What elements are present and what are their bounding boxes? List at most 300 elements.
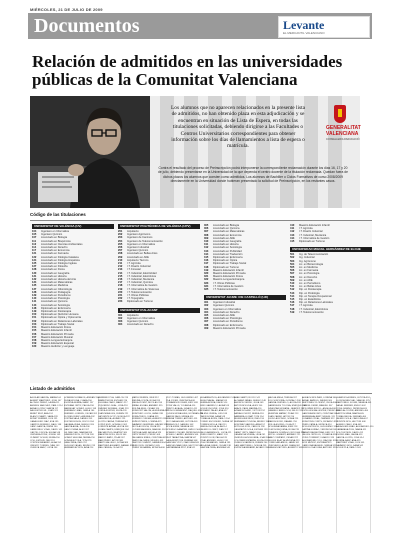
admitted-student-row: MATEU FERRIS, IKER 312: [132, 397, 159, 399]
admitted-student-row: TOMAS BELDA, FERRAN 406: [336, 415, 366, 418]
degree-name: Maestro Educación Primaria: [213, 326, 246, 330]
admitted-student-row: PEREZ SEGARRA, MONICA 406: [132, 447, 165, 450]
degree-name: Licenciado en Pedagogía: [41, 290, 71, 294]
degree-name: I.T. Agrícola: [299, 227, 313, 231]
degree-code: 403: [204, 307, 209, 311]
admitted-student-row: BERNABEU POVEDA, BRUNO 156: [234, 420, 270, 423]
admitted-student-row: PONS GIMENO, PATRICIA 403: [336, 407, 367, 410]
degree-name: I.T. Informática de Gestión: [213, 284, 244, 288]
admitted-student-row: DASI MARTORELL, NOELIA 205: [234, 444, 267, 447]
degree-code: 154: [32, 326, 37, 330]
degree-name: Maestro Educación Especial: [41, 342, 74, 346]
degree-code: 320: [204, 272, 209, 276]
admitted-student-row: BORONAT GARCES, AINA 157: [234, 423, 265, 426]
generalitat-line3: CONSELLERIA D'EDUCACIÓ: [326, 138, 360, 141]
admitted-student-row: CANET ORTS, MARIO 160: [234, 431, 261, 434]
admitted-student-row: ESTELLES BALLESTER, PEDRO 309: [302, 410, 340, 413]
admitted-list-column: [132, 397, 167, 533]
admitted-student-row: LLORCA PASCUAL, SAMUEL 325: [336, 399, 370, 402]
logo-wordmark: Levante: [283, 18, 325, 32]
degree-name: I.T. Forestal: [127, 268, 141, 272]
admitted-student-row: GARCIA LLOPIS, JOSE 414: [336, 436, 364, 439]
admitted-student-row: ROMERO CISCAR, PATRICIA 505: [166, 431, 200, 434]
admitted-student-row: NICOLAU ROCA, CELIA 323: [132, 426, 161, 429]
admitted-student-row: JUAN MIRALLES, RUBEN 221: [98, 412, 129, 415]
admitted-student-row: MARTINEZ ALEMANY, RAFAEL 310: [98, 444, 134, 447]
degree-code: 207: [118, 249, 123, 253]
admitted-student-row: JIMENEZ BORRAS, JOAN 219: [98, 407, 129, 410]
admitted-student-row: TOMAS ALBORS, PABLO 104: [200, 418, 230, 421]
admitted-student-row: SIMO GARRIDO, LAURA 515: [200, 404, 230, 407]
admitted-student-row: SANTOS MIRA, MARTA 405: [336, 412, 364, 415]
degree-code: 513: [290, 291, 295, 295]
degree-name: Licenciado en ADE: [213, 236, 235, 240]
degree-code: 503: [290, 259, 295, 263]
degree-name: Diplomado en Nutrición Humana: [41, 313, 79, 317]
admitted-student-row: MUÑOZ PERIS, LORENA 321: [132, 420, 162, 423]
admitted-student-row: FORTEA SALA, DANIEL 203: [64, 418, 93, 421]
admitted-student-row: BARBERA LLOBAT, TONI 154: [234, 415, 264, 418]
admitted-student-row: ESCRIG MAS, LAURA 413: [336, 434, 363, 437]
admitted-student-row: SAEZ COMPANY, CESAR 222: [268, 436, 298, 439]
degree-name: Licenciado en Periodismo: [213, 320, 243, 324]
degree-name: Licenciado en Historia del Arte: [41, 278, 77, 282]
degree-name: Diplomado en Turismo: [213, 265, 239, 269]
degree-code: 214: [118, 271, 123, 275]
admitted-student-row: SANCHIS MARQUES, HECTOR 510: [166, 444, 203, 447]
degree-code: 412: [290, 230, 295, 234]
admitted-student-row: ARNAL BAÑULS, XAVIER 305: [302, 399, 332, 402]
degree-code: 135: [32, 284, 37, 288]
degree-code: 509: [290, 278, 295, 282]
admitted-student-row: CUBELLS FARINOS, RUBEN 204: [234, 442, 268, 445]
degree-code: 203: [118, 236, 123, 240]
generalitat-line1: GENERALITAT: [326, 125, 361, 131]
admitted-student-row: ARNAU LOPEZ, MARTA 117: [30, 407, 59, 410]
degree-code: 308: [204, 233, 209, 237]
degree-name: Lic. en Bellas Artes: [299, 285, 322, 289]
degree-code: 302: [118, 316, 123, 320]
degree-name: Arquitecto Técnico: [127, 258, 149, 262]
admitted-student-row: TORRO ARLANDIS, JAIME 301: [268, 442, 300, 445]
degree-name: Diplomado en Relaciones Laborales: [41, 319, 83, 323]
admitted-student-row: GALIANA VERA, SERGIO 205: [64, 423, 94, 426]
degree-name: I.T. Topografía: [127, 297, 144, 301]
degree-code-item: [118, 323, 200, 326]
degree-name: Licenciado en Derecho: [213, 310, 240, 314]
admitted-student-row: GIMENEZ RIOS, VICTOR 209: [64, 434, 94, 437]
admitted-student-row: HUERTAS MAÑEZ, PILAR 213: [268, 412, 299, 415]
degree-name: I.T. Agrícola: [299, 304, 313, 308]
degree-name: Ing. Industrial: [299, 256, 315, 260]
admitted-student-row: NADAL FERRER, EMILIO 402: [336, 404, 366, 407]
admitted-student-row: COLL ESTEVE, PAU 151: [30, 439, 55, 442]
degree-code: 215: [118, 274, 123, 278]
article-body: Contra el resultado del proceso de Preinscripción podrá interponerse la correspondiente reclamación durante los días 16, 17 y 20 de julio, debiendo presentarse en la Universidad de la que dependa el centro docente de la titulación reclamada. Quedan fuera de dichos plazos los alumnos que consten como admitidos. Los alumnos de Bachiller o Ciclos Formativos de curso 2008/2009 directamente en la Universidad donde hubieran presentado la solicitud de Preinscripción, en los restantes casos.: [158, 166, 348, 183]
article-lead: Los alumnos que no aparecen relacionados en la presente lista de admitidos, no han obtenido plaza en esta adjudicación y se encuentran en situación de Lista de Espera, en todas las titulaciones solicitadas, debiendo dirigirse a las Facultades o Centros Universitarios correspondientes para obtener información sobre los días de llamamientos a lista de espera o matrícula.: [171, 105, 305, 150]
degree-code: 313: [204, 249, 209, 253]
degree-code: 519: [290, 310, 295, 314]
degree-code: 408: [204, 323, 209, 327]
admitted-student-row: MARI PEIRO, AITOR 308: [98, 439, 123, 442]
codes-column: [290, 224, 372, 380]
degree-name: Licenciado en Filología Catalana: [41, 255, 79, 259]
admitted-student-row: MARTORELL SOLER, NATALIA 401: [336, 402, 372, 405]
degree-code: 405: [204, 314, 209, 318]
degree-code: 517: [290, 304, 295, 308]
degree-name: Ingeniero Químico: [213, 304, 235, 308]
degree-name: Ingeniero Industrial: [127, 246, 150, 250]
degree-code: 501: [290, 253, 295, 257]
admitted-student-row: MAS CATALA, OLGA 311: [98, 447, 123, 450]
admitted-student-row: LLEDO ALFONSO, SONIA 215: [268, 418, 299, 421]
admitted-student-row: NAVARRO SEMPERE, XAVIER 322: [132, 423, 168, 426]
degree-code: 506: [290, 269, 295, 273]
admitted-student-row: ORTEGA GARI, ANGELA 325: [132, 431, 162, 434]
admitted-student-row: FENOLLOSA DURA, ARTURO 323: [302, 447, 337, 450]
degree-name: Licenciado en Matemáticas: [41, 281, 73, 285]
degree-code: 131: [32, 274, 37, 278]
degree-code: 314: [204, 252, 209, 256]
admitted-student-row: CRESPO TORRES, IVAN 153: [30, 444, 60, 447]
degree-name: Licenciado en Economía: [41, 249, 70, 253]
admitted-list-column: [302, 397, 340, 533]
degree-code: 132: [32, 278, 37, 282]
admitted-student-row: COLOMER ESPARZA, SILVIA 203: [234, 439, 268, 442]
admitted-student-row: VERCHER LLACER, DIANA 302: [268, 444, 300, 447]
degree-code: 323: [204, 281, 209, 285]
degree-name: Diplomado en Óptica: [213, 259, 238, 263]
degree-code: 127: [32, 265, 37, 269]
degree-code: 153: [32, 322, 37, 326]
degree-code: 140: [32, 297, 37, 301]
degree-code: 138: [32, 290, 37, 294]
degree-code: 414: [290, 236, 295, 240]
degree-name: Licenciado en Física: [41, 268, 65, 272]
admitted-student-row: SOLER CHOVER, JOSE 516: [200, 407, 229, 410]
degree-name: Maestro Educación Primaria: [41, 332, 74, 336]
degree-name: Licenciado en Biología: [41, 236, 68, 240]
degree-name: Maestro Educación Física: [41, 326, 71, 330]
admitted-student-row: HERRERA ALBERT, MIGUEL 311: [302, 415, 335, 418]
admitted-student-row: CALATAYUD SOLA, ESTHER 159: [234, 428, 268, 431]
degree-name: Lic. en Farmacia: [299, 269, 319, 273]
degree-name: Diplomado en Trabajo Social: [213, 262, 247, 266]
admitted-student-row: GRAU PAYA, INES 212: [64, 442, 87, 445]
degree-name: Licenciado en Sociología: [41, 303, 70, 307]
degree-name: I.T. Industrial, Electrónica: [299, 307, 328, 311]
degree-name: Licenciado en Derecho: [127, 323, 154, 327]
degree-code-item: [290, 311, 372, 314]
degree-code: 312: [204, 246, 209, 250]
degree-code: 322: [204, 278, 209, 282]
admitted-student-row: FERRANDO MAS, CARLA 160: [64, 410, 95, 413]
degree-name: I.T. Diseño Industrial: [127, 265, 151, 269]
degree-name: Ingeniero de Telecomunicación: [127, 239, 163, 243]
degree-code: 409: [204, 326, 209, 330]
admitted-student-row: BAIXAULI MONT, NEREA 153: [234, 412, 264, 415]
degree-code: 319: [204, 268, 209, 272]
degree-code: 141: [32, 300, 37, 304]
admitted-student-row: LAPUENTE SOTO, NOELIA 222: [98, 415, 130, 418]
codes-section-label: Código de las titulaciones: [30, 212, 86, 217]
degree-code: 505: [290, 266, 295, 270]
admitted-list-column: [166, 397, 204, 533]
admitted-student-row: NOGUERA FABRA, IKER 218: [268, 426, 298, 429]
admitted-student-row: LLINARES VIDAL, CARMEN 312: [302, 418, 335, 421]
degree-code: 205: [118, 242, 123, 246]
admitted-student-row: SORIANO PALAU, ANA 517: [200, 410, 228, 413]
admitted-student-row: RUIZ TARAZONA, MARTA 507: [166, 436, 197, 439]
degree-name: Dip. en Podología: [299, 291, 320, 295]
degree-code: 516: [290, 301, 295, 305]
admitted-student-row: OLIVER BADENES, MANUEL 324: [132, 428, 166, 431]
admitted-list-column: [200, 397, 235, 533]
admitted-student-row: VILLALBA GINER, OSCAR 138: [200, 444, 231, 447]
admitted-student-row: SEGARRA PUIG, ALEJANDRO 512: [200, 397, 236, 399]
degree-name: Maestro Lengua Extranjera: [213, 278, 245, 282]
admitted-student-row: ESCRIVA SERRA, MARC 157: [64, 402, 94, 405]
newspaper-logo: [278, 16, 370, 38]
degree-code: 204: [118, 239, 123, 243]
degree-name: Maestro Educación Infantil: [41, 329, 72, 333]
admitted-student-row: GUARDIOLA RIBES, LETICIA 324: [336, 397, 370, 399]
degree-code: 221: [118, 294, 123, 298]
degree-code: 514: [290, 294, 295, 298]
admitted-student-row: BOTELLA JOVE, CARLOS 158: [234, 426, 265, 429]
admitted-list-column: [30, 397, 65, 533]
degree-name: Lic. en Psicología: [299, 272, 320, 276]
degree-name: Ingeniero Químico: [127, 320, 149, 324]
degree-name: Diplomado en Enfermería: [41, 306, 71, 310]
admitted-student-row: VALERO LLORET, IVAN 117: [200, 428, 228, 431]
admitted-student-row: MORA TEROL, DIANA 319: [132, 415, 159, 418]
degree-name: Licenciado en Traducción: [213, 252, 243, 256]
degree-name: Arquitecto: [127, 230, 139, 233]
admitted-student-row: GARRIGUES TOLOSA, ENRIQUE 210: [268, 404, 306, 407]
admitted-list-column: [98, 397, 133, 533]
admitted-list-column: [336, 397, 374, 533]
admitted-student-row: SANCHEZ VIVO, CAROLINA 509: [166, 442, 199, 445]
admitted-student-row: ESPINOSA BAYARRI, ALVARO 206: [234, 447, 269, 450]
degree-code: 410: [290, 224, 295, 227]
admitted-student-row: ALCARAZ NAVAS, SERGIO 148: [234, 399, 266, 402]
admitted-student-row: CABALLERO DIAZ, EVA 135: [30, 420, 59, 423]
degree-name: Licenciado en Ciencias Ambientales: [41, 242, 83, 246]
degree-name: Lic. en Derecho: [299, 275, 318, 279]
degree-code: 406: [204, 317, 209, 321]
degree-code: 130: [32, 271, 37, 275]
dateline: MIÉRCOLES, 21 DE JULIO DE 2009: [30, 7, 103, 12]
degree-code: 134: [32, 281, 37, 285]
degree-code: 502: [290, 256, 295, 260]
admitted-student-row: ALBIACH MOLINER, LORENA 304: [302, 397, 337, 399]
degree-name: Licenciado en Odontología: [41, 287, 72, 291]
admitted-student-row: ROCA SIFRE, NATALIA 503: [166, 426, 194, 429]
admitted-student-row: MEDINA COSTA, ROSA 313: [132, 399, 160, 402]
admitted-student-row: MARCH BONO, RAFAEL 216: [268, 420, 297, 423]
degree-name: Maestro Educación Infantil: [213, 268, 244, 272]
admitted-student-row: ABAD MARTI, ROCIO 141: [234, 397, 260, 399]
admitted-student-row: DURA MOLINA, CLARA 156: [64, 399, 92, 402]
degree-name: Licenciado en Geografía: [213, 240, 242, 244]
generalitat-line2: VALENCIANA: [326, 131, 359, 137]
degree-name: Diplomado en Óptica y Optometría: [41, 316, 81, 320]
degree-name: Licenciado en ADE: [213, 314, 235, 318]
admitted-student-row: IZQUIERDO GUAL, LIDIA 218: [98, 404, 128, 407]
admitted-student-row: UBEDA CHULIA, ALBA 114: [200, 426, 227, 429]
admitted-student-row: TARAZONA BELTRAN, ERIC 317: [302, 431, 335, 434]
admitted-student-row: GRANELL BENLLOCH, FELIX 212: [268, 410, 303, 413]
admitted-student-row: CAMARASA PUIG, MARIA 411: [336, 428, 367, 431]
admitted-student-row: QUILES MORAGUES, ESTEBAN 413: [166, 412, 204, 415]
admitted-student-row: GANDIA CERVELLO, ALICIA 209: [268, 402, 301, 405]
degree-name: I.T. Agrícola: [127, 262, 141, 266]
degree-code: 402: [204, 304, 209, 308]
degree-code: 306: [204, 227, 209, 231]
degree-name: Ingeniero Industrial: [213, 301, 236, 305]
degree-name: Ingeniero Agrónomo: [127, 233, 151, 237]
degree-code: 114: [32, 246, 37, 250]
university-header: UNIVERSITAT POLITÈCNICA DE VALÈNCIA (UPV): [118, 224, 200, 229]
degree-code: 518: [290, 307, 295, 311]
admitted-student-row: NAVARRO BOU, SARA 502: [336, 444, 364, 447]
degree-code: 401: [204, 301, 209, 305]
degree-name: Licenciado en Periodismo: [41, 294, 71, 298]
admitted-student-row: CLIMENT SOLER, NURIA 150: [30, 436, 60, 439]
degree-name: Maestro Educación Infantil: [299, 224, 330, 227]
admitted-list-column: [64, 397, 99, 533]
degree-code: 155: [32, 329, 37, 333]
degree-code: 156: [32, 332, 37, 336]
admitted-student-row: VICENTE ROS, HECTOR 408: [336, 420, 366, 423]
degree-code: 325: [204, 288, 209, 292]
admitted-student-row: PARDO ALCAIDE, MIGUEL 403: [132, 439, 164, 442]
degree-code: 305: [204, 224, 209, 227]
admitted-student-row: MACIAN PUIG, BEATRIZ 305: [98, 431, 128, 434]
degree-code: 510: [290, 282, 295, 286]
degree-code: 303: [118, 320, 123, 324]
admitted-student-row: JUAN CARBO, AITOR 214: [268, 415, 295, 418]
degree-code: 201: [118, 230, 123, 233]
admitted-student-row: PASTOR CLIMENT, CARMEN 404: [132, 442, 166, 445]
degree-name: I.T. Informática de Gestión: [299, 236, 330, 240]
admitted-student-row: ZAMORA TENA, ANDREA 140: [200, 447, 230, 450]
degree-code: 150: [32, 313, 37, 317]
degree-code: 159: [32, 342, 37, 346]
admitted-student-row: CANO GARCIA, IRENE 140: [30, 426, 58, 429]
degree-name: I.T. Telecomunicación: [299, 310, 324, 314]
admitted-student-row: MOLLA ESCRIG, OLGA 217: [268, 423, 296, 426]
admitted-list-column: [268, 397, 306, 533]
admitted-student-row: PALLARES RIBES, CRISTINA 402: [132, 436, 166, 439]
degree-name: Lic. en Medicina: [299, 266, 318, 270]
degree-name: Licenciado en Farmacia: [41, 252, 69, 256]
degree-code: 321: [204, 275, 209, 279]
degree-name: Lic. en Biotecnología: [299, 262, 324, 266]
degree-code: 512: [290, 288, 295, 292]
degree-name: Maestro Educación Física: [213, 275, 243, 279]
admitted-student-row: MARTI GALLEGO, SONIA 309: [98, 442, 128, 445]
degree-name: Ingeniero Químico: [127, 249, 149, 253]
degree-code: 160: [32, 345, 37, 349]
codes-column: [32, 224, 114, 380]
degree-name: Licenciado en Filología Hispánica: [41, 258, 80, 262]
degree-code: 317: [204, 262, 209, 266]
degree-name: I.T. Obras Públicas: [213, 281, 235, 285]
degree-name: Diplomado en Fisioterapia: [41, 310, 72, 314]
admitted-student-row: VIDAL ANDREU, HUGO 131: [200, 439, 228, 442]
degree-code: 324: [204, 284, 209, 288]
admitted-student-row: CARBONELL VIDAL, DAVID 141: [30, 428, 63, 431]
admitted-student-row: MELIA VICENT, NICOLAS 314: [132, 402, 162, 405]
degree-name: Licenciado en Filosofía: [41, 265, 68, 269]
degree-code: 124: [32, 258, 37, 262]
degree-name: Licenciado en Derecho: [41, 246, 68, 250]
degree-name: I.T. Informática de Gestión: [127, 284, 158, 288]
student-photo: [30, 96, 150, 208]
admitted-student-row: LOPEZ ESPI, GONZALO 302: [98, 423, 127, 426]
admitted-student-row: RIPOLL GISBERT, AMPARO 221: [268, 434, 301, 437]
admitted-student-row: CHIRIVELLA NOGUERA, JOAN 202: [234, 436, 270, 439]
admitted-student-row: VALLES ORTELLS, YOLANDA 318: [302, 434, 337, 437]
degree-name: Maestro Educación Primaria: [213, 272, 246, 276]
degree-code: 504: [290, 262, 295, 266]
admitted-student-row: GONZALEZ VILA, TONI 211: [64, 439, 92, 442]
admitted-student-row: OLMOS REQUENA, ROSA 219: [268, 428, 299, 431]
admitted-student-row: MORENO CUEVAS, ALBERTO 320: [132, 418, 167, 421]
codes-column: [118, 224, 200, 380]
university-header: UNIVERSITAT D'ALACANT: [118, 308, 200, 313]
degree-name: I.T. Industrial, Electrónica: [127, 274, 156, 278]
admitted-student-row: POMARES ROCHER, ERIC 409: [166, 402, 198, 405]
admitted-student-row: RIBES ALCOVER, ANDRES 404: [336, 410, 368, 413]
admitted-student-row: CASANOVA SIVERA, LIDIA 201: [234, 434, 266, 437]
admitted-student-row: ORTIZ MONZO, PEDRO 401: [132, 434, 161, 437]
admitted-student-row: BOIX MUÑOZ, ESTEBAN 321: [302, 442, 332, 445]
degree-name: I.T. Telecomunicación: [213, 288, 238, 292]
degree-name: Ing. de Telecomunicación: [299, 253, 329, 257]
degree-name: Ingeniero en Informática: [127, 242, 155, 246]
degree-name: Diplomado en Enfermería: [213, 323, 243, 327]
degree-code: 210: [118, 258, 123, 262]
admitted-student-row: BALAGUER GRAU, ALEJANDRO 410: [336, 426, 374, 429]
admitted-student-row: CANDEL FERRI, MANUEL 307: [302, 404, 333, 407]
admitted-student-row: VALERO SOLA, CAROLINA 407: [336, 418, 368, 421]
admitted-student-row: LLOPIS CARDA, TERESA 301: [98, 420, 128, 423]
degree-code: 208: [118, 252, 123, 256]
crest-icon: [334, 105, 346, 123]
degree-name: I.T. Obras Públicas: [127, 294, 149, 298]
university-header: UNIVERSITAT JAUME I DE CASTELLÓ (UJI): [204, 295, 286, 300]
degree-code: 218: [118, 284, 123, 288]
admitted-list: [30, 393, 372, 534]
degree-name: Ingeniero en Informática: [127, 316, 155, 320]
degree-name: Lic. en ADE: [299, 278, 313, 282]
student-photo-illustration: [30, 96, 150, 208]
admitted-student-row: FUSTER BOSCH, ROCIO 204: [64, 420, 94, 423]
degree-name: Maestro Educación Musical: [41, 335, 73, 339]
admitted-student-row: RIERA DOLZ, SAMUEL 502: [166, 423, 194, 426]
codes-column: [204, 224, 286, 380]
admitted-student-row: MAESTRE ROIG, FELIX 306: [98, 434, 127, 437]
admitted-student-row: CAMPOS MORENO, RAUL 138: [30, 423, 62, 426]
degree-name: Licenciado en ADE: [127, 255, 149, 259]
degree-code: 309: [204, 236, 209, 240]
admitted-student-row: CODOÑER RIPOLL, ANGELA 308: [302, 407, 336, 410]
degree-code: 213: [118, 268, 123, 272]
admitted-student-row: GUILLEM CASAS, BRUNO 213: [64, 444, 95, 447]
